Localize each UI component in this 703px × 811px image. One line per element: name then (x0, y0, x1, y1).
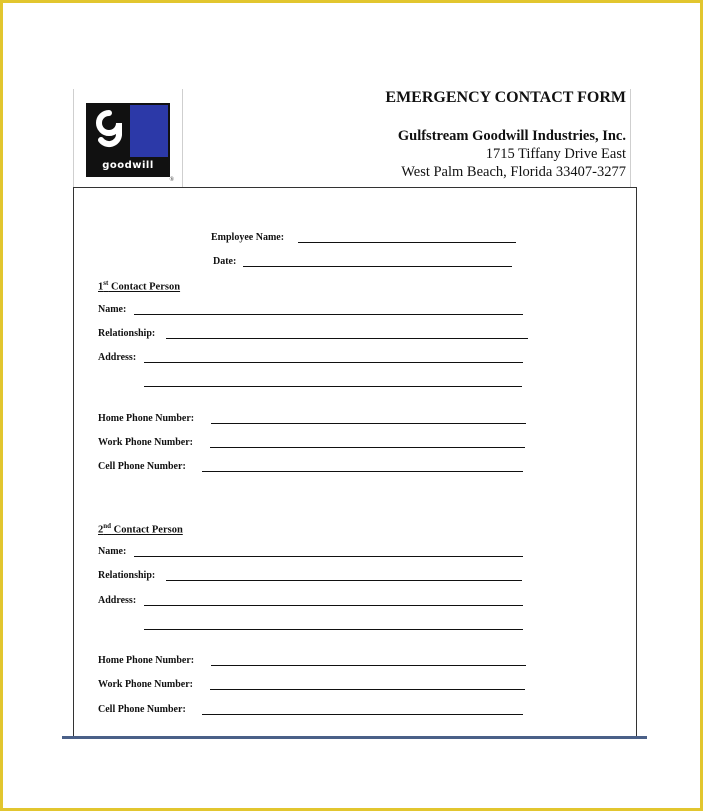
logo-wordmark: goodwill (88, 157, 168, 175)
contact1-home-phone-label: Home Phone Number: (98, 413, 195, 424)
logo-cell (73, 89, 183, 187)
contact1-address-field-2[interactable] (144, 386, 522, 387)
contact2-relationship-label: Relationship: (98, 570, 156, 581)
employee-name-field[interactable] (298, 242, 516, 243)
contact2-name-field[interactable] (134, 556, 523, 557)
contact1-work-phone-field[interactable] (210, 447, 525, 448)
contact1-relationship-field[interactable] (166, 338, 528, 339)
contact2-work-phone-label: Work Phone Number: (98, 679, 193, 690)
goodwill-logo (86, 103, 174, 183)
form-title: EMERGENCY CONTACT FORM (385, 89, 626, 106)
contact1-address-field-1[interactable] (144, 362, 523, 363)
contact2-home-phone-label: Home Phone Number: (98, 655, 195, 666)
contact2-cell-phone-field[interactable] (202, 714, 523, 715)
contact1-name-label: Name: (98, 304, 127, 315)
contact1-name-field[interactable] (134, 314, 523, 315)
address-line-2: West Palm Beach, Florida 33407-3277 (401, 164, 626, 180)
date-field[interactable] (243, 266, 512, 267)
contact1-relationship-label: Relationship: (98, 328, 156, 339)
smiling-g-icon (88, 105, 130, 157)
date-label: Date: (213, 256, 237, 267)
contact2-address-field-2[interactable] (144, 629, 523, 630)
contact2-home-phone-field[interactable] (211, 665, 526, 666)
logo-g-mark (88, 105, 130, 157)
contact2-cell-phone-label: Cell Phone Number: (98, 704, 186, 715)
contact2-address-field-1[interactable] (144, 605, 523, 606)
company-name: Gulfstream Goodwill Industries, Inc. (397, 128, 626, 144)
employee-name-label: Employee Name: (211, 232, 285, 243)
address-line-1: 1715 Tiffany Drive East (485, 146, 626, 162)
contact2-heading: 2nd Contact Person (98, 522, 183, 536)
header-info (385, 89, 631, 187)
contact2-work-phone-field[interactable] (210, 689, 525, 690)
contact1-home-phone-field[interactable] (211, 423, 526, 424)
contact2-address-label: Address: (98, 595, 137, 606)
bottom-rule (62, 736, 647, 739)
logo-registered-mark: ® (169, 177, 174, 183)
contact1-heading: 1st Contact Person (98, 279, 181, 293)
contact2-name-label: Name: (98, 546, 127, 557)
contact1-cell-phone-label: Cell Phone Number: (98, 461, 186, 472)
contact1-address-label: Address: (98, 352, 137, 363)
contact2-relationship-field[interactable] (166, 580, 522, 581)
contact1-cell-phone-field[interactable] (202, 471, 523, 472)
contact1-work-phone-label: Work Phone Number: (98, 437, 193, 448)
